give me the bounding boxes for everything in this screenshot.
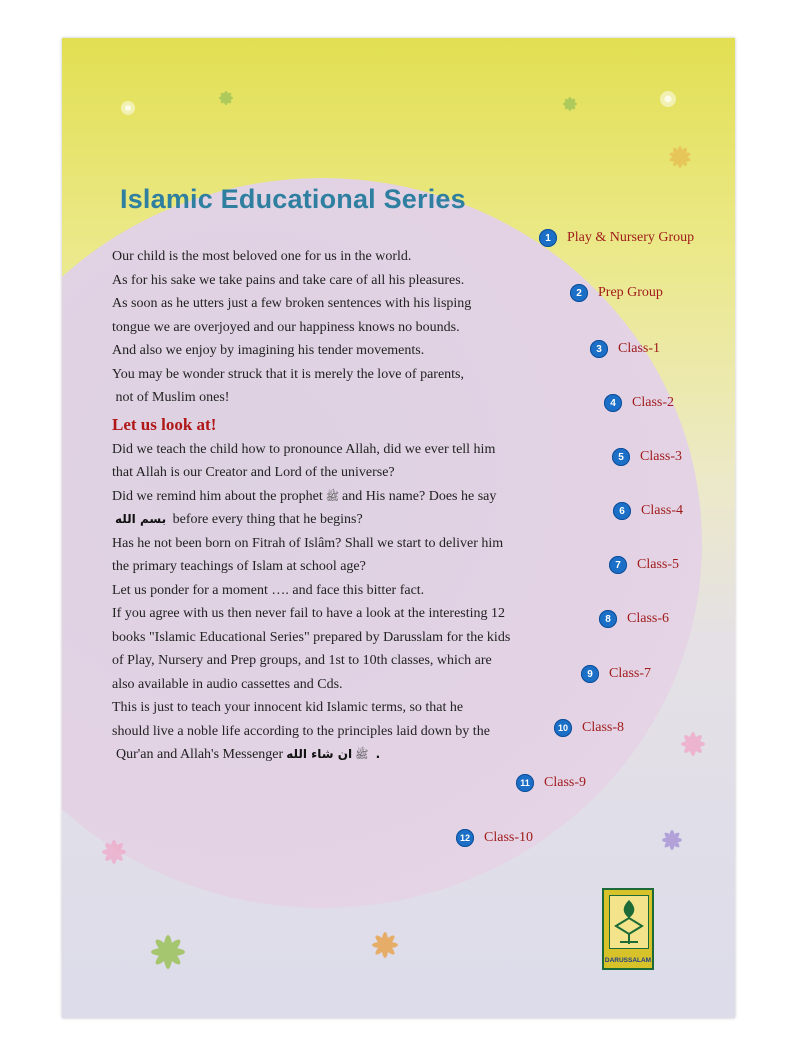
level-label: Class-5 [637,557,679,572]
flower-decoration-icon [677,728,709,760]
level-item [609,556,679,574]
level-item [604,394,674,412]
page-title: Islamic Educational Series [120,184,466,214]
level-label: Play & Nursery Group [567,230,695,245]
flower-decoration-icon [657,88,679,110]
level-number-badge: 12 [456,829,474,847]
level-label: Class-10 [484,830,533,845]
level-item [456,829,533,847]
level-item [570,284,663,302]
level-label: Class-4 [641,503,683,518]
flower-decoration-icon [118,98,138,118]
flower-decoration-icon [368,928,402,962]
flower-decoration-icon [658,826,686,854]
body-line-text: and His name? Does he say [342,488,497,504]
logo-emblem [609,895,649,949]
quran-stand-icon [610,896,648,948]
level-number-badge: 4 [604,394,622,412]
salutation-text: ﷺ [325,489,340,503]
level-item [581,665,651,683]
body-line [112,743,542,767]
level-number-badge: 9 [581,665,599,683]
level-number-badge: 11 [516,774,534,792]
level-number-badge: 7 [609,556,627,574]
level-number-badge: 6 [613,502,631,520]
level-item [539,229,694,247]
intro-line: tongue we are overjoyed and our happiness knows no bounds. [112,319,460,335]
body-line [112,485,542,509]
level-label: Class-7 [609,666,651,681]
brochure-page [62,38,735,1018]
body-line: that Allah is our Creator and Lord of the universe? [112,465,395,480]
level-number-badge: 1 [539,229,557,247]
level-label: Class-6 [627,611,669,626]
level-number-badge: 5 [612,448,630,466]
level-label: Class-8 [582,720,624,735]
logo-name: DARUSSALAM [604,957,652,964]
body-line: If you agree with us then never fail to have a look at the interesting 12 [112,606,506,621]
intro-line: not of Muslim ones! [112,390,230,405]
flower-decoration-icon [216,88,236,108]
insha-allah-text: ان شاء الله . [286,747,381,761]
salutation-text: ﷺ [355,748,369,761]
level-number-badge: 2 [570,284,588,302]
level-number-badge: 10 [554,719,572,737]
flower-decoration-icon [665,142,695,172]
level-label: Class-3 [640,449,682,464]
level-label: Class-9 [544,775,586,790]
level-item [613,502,683,520]
intro-line: And also we enjoy by imagining his tender movements. [112,343,425,358]
body-line: Has he not been born on Fitrah of Islâm? Shall we start to deliver him [112,535,504,551]
intro-line: As soon as he utters just a few broken sentences with his lisping [112,296,472,311]
level-label: Prep Group [598,285,663,300]
flower-decoration-icon [146,930,190,974]
body-line: This is just to teach your innocent kid Islamic terms, so that he [112,700,464,715]
level-label: Class-1 [618,341,660,356]
body-line: books "Islamic Educational Series" prepared by Darusslam for the kids [112,629,511,645]
body-line: of Play, Nursery and Prep groups, and 1st to 10th classes, which are [112,653,492,668]
darussalam-logo [602,888,654,970]
body-line [112,508,542,532]
flower-decoration-icon [560,94,580,114]
level-number-badge: 8 [599,610,617,628]
level-item [554,719,624,737]
bismillah-text: بسم الله [115,512,167,526]
body-line-text: before every thing that he begins? [172,512,363,527]
intro-line: You may be wonder struck that it is merely the love of parents, [112,366,465,382]
intro-line: As for his sake we take pains and take care of all his pleasures. [112,272,465,288]
body-line: should live a noble life according to the principles laid down by the [112,723,490,739]
level-item [590,340,660,358]
body-line: the primary teachings of Islam at school age? [112,559,366,574]
body-line: Did we teach the child how to pronounce Allah, did we ever tell him [112,441,496,457]
intro-line: Our child is the most beloved one for us in the world. [112,249,412,264]
body-line: also available in audio cassettes and Cds. [112,676,343,692]
level-item [516,774,586,792]
level-item [612,448,682,466]
body-text [112,245,542,767]
body-line-text: Qur'an and Allah's Messenger [116,747,284,762]
body-line: Let us ponder for a moment …. and face this bitter fact. [112,582,425,598]
level-number-badge: 3 [590,340,608,358]
level-item [599,610,669,628]
level-label: Class-2 [632,395,674,410]
flower-decoration-icon [98,836,130,868]
section-heading: Let us look at! [112,414,217,434]
body-line-text: Did we remind him about the prophet [112,488,323,504]
